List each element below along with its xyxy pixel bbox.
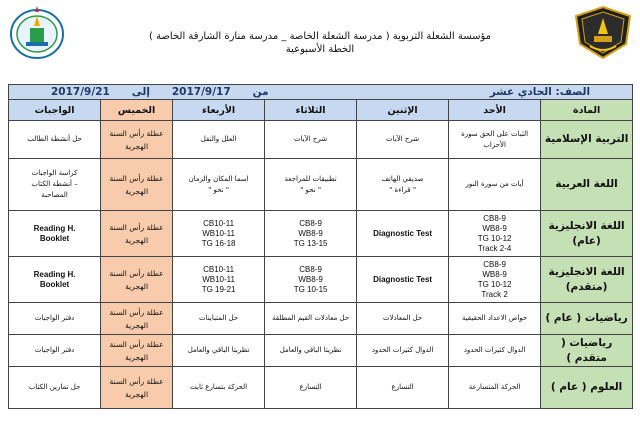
cell-line: WB10-11 xyxy=(202,228,235,238)
cell-line: تطبيقات للمراجعة xyxy=(284,174,337,183)
cell-line: العلل والنقل xyxy=(200,135,237,143)
cell-line: المصاحبة xyxy=(41,191,68,199)
cell-line: WB8-9 xyxy=(298,274,323,284)
from-date: 2017/9/17 xyxy=(171,86,231,98)
cell-line: كراسة الواجبات xyxy=(31,169,78,177)
thursday-cell xyxy=(101,257,173,303)
tuesday-cell xyxy=(265,335,357,367)
tuesday-cell xyxy=(265,257,357,303)
homework-cell xyxy=(9,159,101,211)
cell-line: عطلة رأس السنة xyxy=(109,376,164,386)
cell-line: TG 16-18 xyxy=(201,238,236,248)
column-header-subject: المادة xyxy=(541,100,633,121)
cell-line: العلوم ( عام ) xyxy=(550,381,623,393)
subject-cell xyxy=(541,121,633,159)
monday-cell xyxy=(357,367,449,409)
cell-line: الأحزاب xyxy=(483,140,506,149)
cell-line: Diagnostic Test xyxy=(373,274,433,284)
cell-line: CB8-9 xyxy=(299,218,322,228)
table-row xyxy=(9,303,633,335)
cell-line: عطلة رأس السنة xyxy=(109,222,164,232)
thursday-cell xyxy=(101,211,173,257)
cell-line: الهجرية xyxy=(125,186,149,196)
school-logo-right xyxy=(572,4,634,60)
subject-cell xyxy=(541,211,633,257)
tuesday-cell xyxy=(265,211,357,257)
cell-line: " نحو " xyxy=(300,185,322,194)
homework-cell xyxy=(9,335,101,367)
wednesday-cell xyxy=(173,257,265,303)
from-label: من xyxy=(252,86,269,98)
cell-line: Booklet xyxy=(39,233,70,243)
cell-line: الحركة المتسارعة xyxy=(468,383,521,391)
cell-line: Reading H. xyxy=(33,269,76,279)
subject-cell xyxy=(541,335,633,367)
cell-line: (متقدم) xyxy=(565,280,608,293)
to-label: إلى xyxy=(131,86,150,98)
cell-line: CB8-9 xyxy=(483,259,506,269)
cell-line: عطلة رأس السنة xyxy=(109,268,164,278)
wednesday-cell xyxy=(173,159,265,211)
sunday-cell xyxy=(449,367,541,409)
cell-line: التسارع xyxy=(391,383,414,391)
cell-line: Booklet xyxy=(39,279,70,289)
homework-cell xyxy=(9,211,101,257)
cell-line: الهجرية xyxy=(125,352,149,362)
cell-line: اللغة العربية xyxy=(555,178,618,190)
cell-line: عطلة رأس السنة xyxy=(109,128,164,138)
column-header-homework: الواجبات xyxy=(9,100,101,121)
cell-line: TG 13-15 xyxy=(293,238,328,248)
cell-line: – أنشطة الكتاب xyxy=(31,180,78,188)
grade-label: الصف: الحادي عشر xyxy=(489,86,591,98)
cell-line: شرح الآيات xyxy=(294,135,328,143)
cell-line: دفتر الواجبات xyxy=(34,314,75,322)
homework-cell xyxy=(9,121,101,159)
monday-cell xyxy=(357,303,449,335)
weekly-plan-table xyxy=(8,84,633,409)
cell-line: التسارع xyxy=(299,383,322,391)
subject-cell xyxy=(541,159,633,211)
to-date: 2017/9/21 xyxy=(51,86,110,98)
cell-line: TG 10-12 xyxy=(477,279,512,289)
cell-line: نظريتا الباقي والعامل xyxy=(279,346,342,354)
cell-line: الهجرية xyxy=(125,320,149,330)
tuesday-cell xyxy=(265,121,357,159)
subject-cell xyxy=(541,257,633,303)
sunday-cell xyxy=(449,159,541,211)
plan-title: الخطة الأسبوعية xyxy=(285,44,355,55)
cell-line: دفتر الواجبات xyxy=(34,346,75,354)
cell-line: الهجرية xyxy=(125,281,149,291)
table-row xyxy=(9,335,633,367)
thursday-cell xyxy=(101,335,173,367)
cell-line: WB8-9 xyxy=(298,228,323,238)
sunday-cell xyxy=(449,121,541,159)
cell-line: حل معادلات القيم المطلقة xyxy=(272,314,350,322)
cell-line: CB8-9 xyxy=(299,264,322,274)
cell-line: WB8-9 xyxy=(482,269,507,279)
cell-line: شرح الآيات xyxy=(386,135,420,143)
monday-cell xyxy=(357,257,449,303)
cell-line: الدوال كثيرات الحدود xyxy=(463,346,526,354)
table-row xyxy=(9,257,633,303)
cell-line: التربية الإسلامية xyxy=(544,133,629,145)
table-row xyxy=(9,367,633,409)
cell-line: حل أنشطة الطالب xyxy=(27,135,82,143)
organization-line: مؤسسة الشعلة التربوية ( مدرسة الشعلة الخاصة _ مدرسة منارة الشارقة الخاصة ) xyxy=(148,31,492,42)
cell-line: Reading H. xyxy=(33,223,76,233)
thursday-cell xyxy=(101,121,173,159)
subject-cell xyxy=(541,367,633,409)
cell-line: اسما المكان والزمان xyxy=(188,174,249,183)
homework-cell xyxy=(9,367,101,409)
wednesday-cell xyxy=(173,303,265,335)
tuesday-cell xyxy=(265,367,357,409)
cell-line: رياضيات ( متقدم ) xyxy=(560,336,613,364)
cell-line: WB8-9 xyxy=(482,223,507,233)
table-row xyxy=(9,211,633,257)
cell-line: حل تمارين الكتاب xyxy=(28,383,81,391)
cell-line: Track 2-4 xyxy=(477,243,512,253)
thursday-cell xyxy=(101,367,173,409)
thursday-cell xyxy=(101,303,173,335)
tuesday-cell xyxy=(265,159,357,211)
title-bar xyxy=(9,85,633,100)
cell-line: TG 19-21 xyxy=(201,284,236,294)
subject-cell xyxy=(541,303,633,335)
homework-cell xyxy=(9,303,101,335)
cell-line: عطلة رأس السنة xyxy=(109,307,164,317)
homework-cell xyxy=(9,257,101,303)
cell-line: WB10-11 xyxy=(202,274,235,284)
table-row xyxy=(9,159,633,211)
cell-line: الهجرية xyxy=(125,235,149,245)
cell-line: CB10-11 xyxy=(203,218,235,228)
cell-line: صديقي الهاتف xyxy=(381,174,424,183)
cell-line: Track 2 xyxy=(481,289,508,299)
cell-line: أيات من سورة النور xyxy=(465,180,524,188)
sunday-cell xyxy=(449,211,541,257)
column-header-monday: الإثنين xyxy=(357,100,449,121)
school-logo-left xyxy=(6,4,68,60)
page-header xyxy=(90,30,550,56)
sunday-cell xyxy=(449,257,541,303)
thursday-cell xyxy=(101,159,173,211)
cell-line: رياضيات ( عام ) xyxy=(545,312,628,324)
monday-cell xyxy=(357,335,449,367)
cell-line: " قراءة " xyxy=(389,185,417,194)
cell-line: حل المتباينات xyxy=(199,314,239,322)
cell-line: CB8-9 xyxy=(483,213,506,223)
cell-line: عطلة رأس السنة xyxy=(109,339,164,349)
cell-line: الحركة بتسارع ثابت xyxy=(190,383,248,391)
cell-line: عطلة رأس السنة xyxy=(109,173,164,183)
cell-line: TG 10-15 xyxy=(293,284,328,294)
wednesday-cell xyxy=(173,211,265,257)
cell-line: الهجرية xyxy=(125,389,149,399)
cell-line: الدوال كثيرات الحدود xyxy=(371,346,434,354)
wednesday-cell xyxy=(173,367,265,409)
column-header-sunday: الأحد xyxy=(449,100,541,121)
wednesday-cell xyxy=(173,335,265,367)
column-header-thursday: الخميس xyxy=(101,100,173,121)
monday-cell xyxy=(357,121,449,159)
cell-line: Diagnostic Test xyxy=(373,228,433,238)
cell-line: CB10-11 xyxy=(203,264,235,274)
cell-line: " نحو " xyxy=(208,185,230,194)
cell-line: اللغة الانجليزية xyxy=(548,219,625,232)
monday-cell xyxy=(357,211,449,257)
tuesday-cell xyxy=(265,303,357,335)
cell-line: اللغة الانجليزية xyxy=(548,265,625,278)
cell-line: الهجرية xyxy=(125,141,149,151)
sunday-cell xyxy=(449,335,541,367)
cell-line: الثبات على الحق سورة xyxy=(461,129,529,138)
cell-line: TG 10-12 xyxy=(477,233,512,243)
monday-cell xyxy=(357,159,449,211)
wednesday-cell xyxy=(173,121,265,159)
table-row xyxy=(9,121,633,159)
column-header-tuesday: الثلاثاء xyxy=(265,100,357,121)
column-headers xyxy=(9,100,633,121)
cell-line: حل المعادلات xyxy=(383,314,423,322)
sunday-cell xyxy=(449,303,541,335)
cell-line: نظريتا الباقي والعامل xyxy=(187,346,250,354)
cell-line: خواص الاعداد الحقيقية xyxy=(461,314,528,322)
column-header-wednesday: الأربعاء xyxy=(173,100,265,121)
cell-line: (عام) xyxy=(572,234,601,247)
